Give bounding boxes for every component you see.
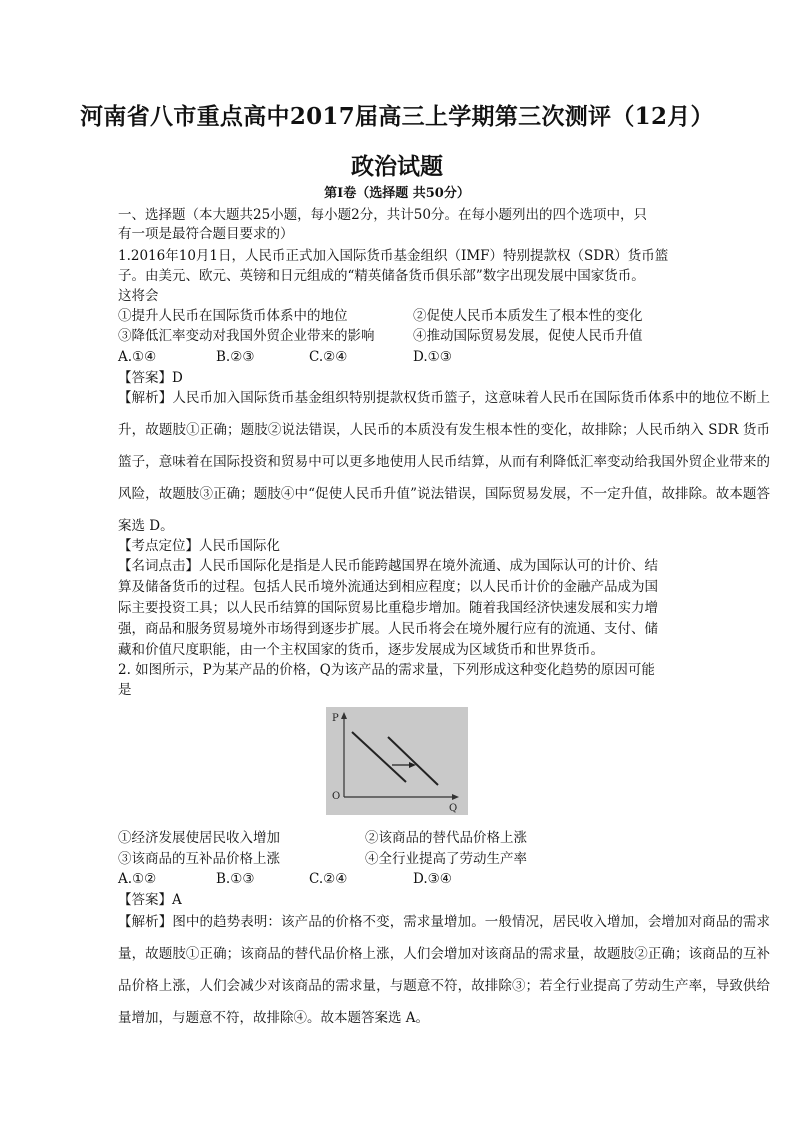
- q2-statement-4: ④全行业提高了劳动生产率: [365, 851, 527, 867]
- demand-shift-figure: [326, 707, 468, 815]
- q1-term-line-1: 【名词点击】人民币国际化是指是人民币能跨越国界在境外流通、成为国际认可的计价、结: [118, 558, 658, 574]
- q2-statement-2: ②该商品的替代品价格上涨: [365, 830, 527, 846]
- q1-statement-2: ②促使人民币本质发生了根本性的变化: [413, 308, 643, 324]
- q1-stem-line-1: 1.2016年10月1日，人民币正式加入国际货币基金组织（IMF）特别提款权（SDR）货币篮: [118, 248, 669, 264]
- section-title: 第Ⅰ卷（选择题 共50分）: [324, 186, 470, 201]
- q1-answer: 【答案】D: [118, 370, 183, 386]
- q2-option-d: D.③④: [413, 871, 452, 887]
- q1-statement-3: ③降低汇率变动对我国外贸企业带来的影响: [118, 328, 375, 344]
- p-axis-label: P: [332, 713, 339, 724]
- q1-topic: 【考点定位】人民币国际化: [118, 538, 280, 554]
- q1-statement-1: ①提升人民币在国际货币体系中的地位: [118, 308, 348, 324]
- instructions-line-1: 一、选择题（本大题共25小题，每小题2分，共计50分。在每小题列出的四个选项中，只: [118, 207, 647, 223]
- q1-option-b: B.②③: [216, 349, 255, 365]
- q2-option-a: A.①②: [118, 871, 157, 887]
- q1-option-d: D.①③: [413, 349, 452, 365]
- q2-stem-line-2: 是: [118, 682, 132, 698]
- q2-answer: 【答案】A: [118, 892, 182, 908]
- q2-option-b: B.①③: [216, 871, 255, 887]
- origin-label: O: [332, 791, 341, 802]
- q1-term-line-4: 强，商品和服务贸易境外市场得到逐步扩展。人民币将会在境外履行应有的流通、支付、储: [118, 621, 658, 637]
- q-axis-label: Q: [449, 803, 458, 814]
- q1-option-a: A.①④: [118, 349, 157, 365]
- q1-statement-4: ④推动国际贸易发展，促使人民币升值: [413, 328, 643, 344]
- exam-title: 河南省八市重点高中2017届高三上学期第三次测评（12月）: [80, 103, 714, 130]
- q1-term-line-3: 际主要投资工具；以人民币结算的国际贸易比重稳步增加。随着我国经济快速发展和实力增: [118, 600, 658, 616]
- q1-analysis: 【解析】人民币加入国际货币基金组织特别提款权货币篮子，这意味着人民币在国际货币体系中的地位不断上升，故题肢①正确；题肢②说法错误，人民币的本质没有发生根本性的变化，故排除；人民币纳入 SDR 货币篮子，意味着在国际投资和贸易中可以更多地使用人民币结算，从而有利降低汇率变动给我国外贸企业带来的风险，故题肢③正确；题肢④中“促使人民币升值”说法错误，国际贸易发展，不一定升值，故排除。故本题答案选 D。: [118, 390, 770, 534]
- subject-title: 政治试题: [351, 153, 443, 180]
- q2-statement-1: ①经济发展使居民收入增加: [118, 830, 280, 846]
- q2-stem-line-1: 2. 如图所示，P为某产品的价格，Q为该产品的需求量，下列形成这种变化趋势的原因可能: [118, 662, 655, 678]
- instructions-line-2: 有一项是最符合题目要求的）: [118, 226, 294, 242]
- q2-option-c: C.②④: [309, 871, 348, 887]
- q1-stem-line-2: 子。由美元、欧元、英镑和日元组成的“精英储备货币俱乐部”数字出现发展中国家货币。: [118, 268, 645, 284]
- q1-option-c: C.②④: [309, 349, 348, 365]
- q1-term-line-2: 算及储备货币的过程。包括人民币境外流通达到相应程度；以人民币计价的金融产品成为国: [118, 579, 658, 595]
- q2-statement-3: ③该商品的互补品价格上涨: [118, 851, 280, 867]
- q1-stem-line-3: 这将会: [118, 288, 159, 304]
- q2-analysis: 【解析】图中的趋势表明：该产品的价格不变，需求量增加。一般情况，居民收入增加，会增加对商品的需求量，故题肢①正确；该商品的替代品价格上涨，人们会增加对该商品的需求量，故题肢②正确；该商品的互补品价格上涨，人们会减少对该商品的需求量，与题意不符，故排除③；若全行业提高了劳动生产率，导致供给量增加，与题意不符，故排除④。故本题答案选 A。: [118, 914, 770, 1026]
- figure-background: [326, 707, 468, 815]
- q1-term-line-5: 藏和价值尺度职能，由一个主权国家的货币，逐步发展成为区域货币和世界货币。: [118, 642, 604, 658]
